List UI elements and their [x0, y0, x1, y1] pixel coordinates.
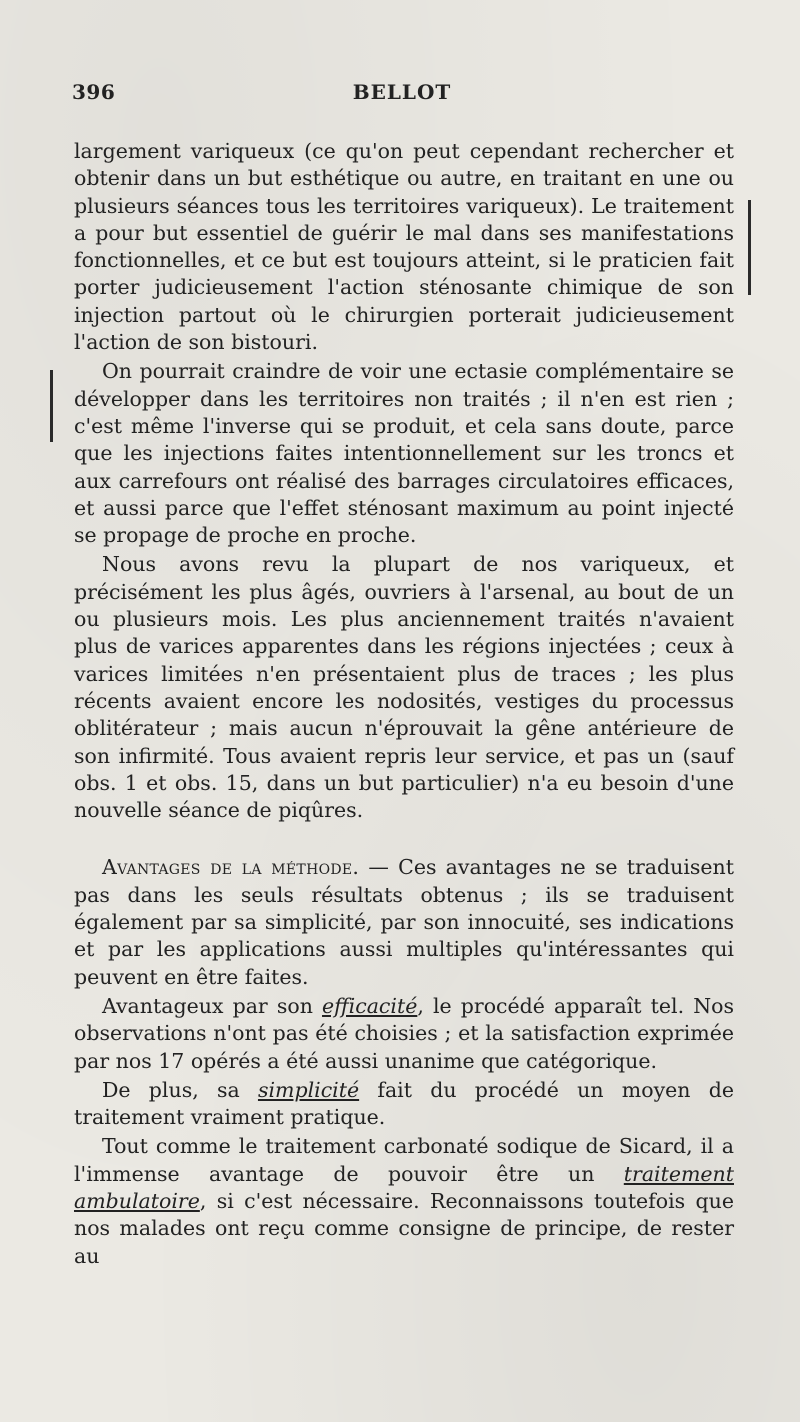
paragraph — [74, 993, 734, 1075]
text-run: , le procédé apparaît tel. Nos observations n'ont pas été choisies ; et la satisfaction exprimée par nos 17 opérés a été aussi unanime que catégorique. — [74, 993, 734, 1073]
margin-mark-left — [50, 370, 53, 442]
emphasis: efficacité — [322, 993, 418, 1018]
page-header — [72, 80, 732, 110]
paragraph: Nous avons revu la plupart de nos variqueux, et précisément les plus âgés, ouvriers à l'arsenal, au bout de un ou plusieurs mois. Les plus anciennement traités n'avaient plus de varices apparentes dans les régions injectées ; ceux à varices limitées n'en présentaient plus de traces ; les plus récents avaient encore les nodosités, vestiges du processus oblitérateur ; mais aucun n'éprouvait la gêne antérieure de son infirmité. Tous avaient repris leur service, et pas un (sauf obs. 1 et obs. 15, dans un but particulier) n'a eu besoin d'une nouvelle séance de piqûres. — [74, 552, 734, 823]
page-number: 396 — [72, 80, 116, 104]
section-text: — Ces avantages ne se traduisent pas dans les seuls résultats obtenus ; ils se traduisent également par sa simplicité, par son innocuité, ses indications et par les applications aussi multiples qu'intéressantes qui peuvent en être faites. — [74, 855, 734, 989]
emphasis: simplicité — [257, 1077, 360, 1102]
paragraph — [74, 1133, 734, 1269]
section-paragraph — [74, 854, 734, 990]
paragraph: On pourrait craindre de voir une ectasie complémentaire se développer dans les territoires non traités ; il n'en est rien ; c'est même l'inverse qui se produit, et cela sans doute, parce que les injections faites intentionnellement sur les troncs et aux carrefours ont réalisé des barrages circulatoires efficaces, et aussi parce que l'effet sténosant maximum au point injecté se propage de proche en proche. — [74, 359, 734, 548]
text-run: De plus, sa — [102, 1077, 258, 1102]
text-run: Tout comme le traitement carbonaté sodique de Sicard, il a l'immense avantage de pouvoir être un — [74, 1134, 734, 1186]
text-run: , si c'est nécessaire. Reconnaissons toutefois que nos malades ont reçu comme consigne de principe, de rester au — [74, 1188, 734, 1268]
margin-mark-right — [748, 200, 751, 295]
body-text — [74, 138, 734, 1270]
paragraph: largement variqueux (ce qu'on peut cependant rechercher et obtenir dans un but esthétique ou autre, en traitant en une ou plusieurs séances tous les territoires variqueux). Le traitement a pour but essentiel de guérir le mal dans ses manifestations fonctionnelles, et ce but est toujours atteint, si le praticien fait porter judicieusement l'action sténosante chimique de son injection partout où le chirurgien porterait judicieusement l'action de son bistouri. — [74, 139, 734, 355]
paragraph — [74, 1077, 734, 1132]
text-run: fait du procédé un moyen de traitement vraiment pratique. — [74, 1077, 734, 1130]
text-run: Avantageux par son — [102, 993, 323, 1018]
emphasis: traitement ambulatoire — [74, 1161, 734, 1213]
running-head: BELLOT — [352, 80, 452, 104]
section-heading: Avantages de la méthode. — [102, 855, 360, 880]
